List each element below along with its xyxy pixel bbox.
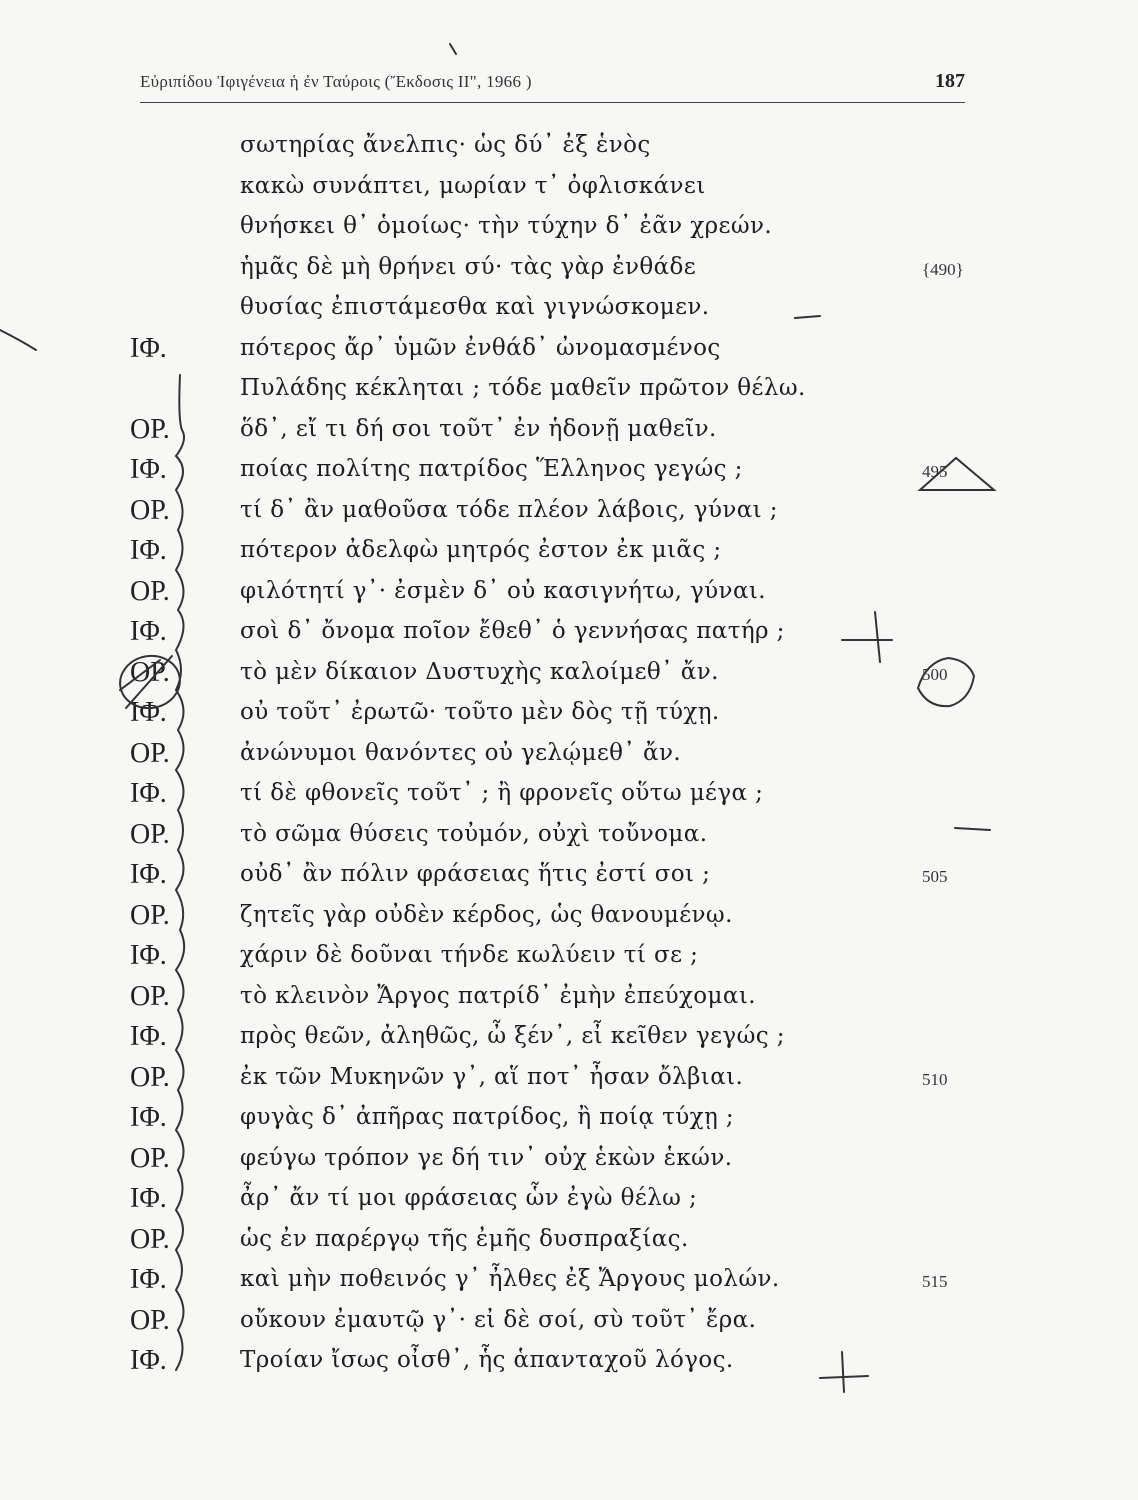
verse-line [0,130,1138,170]
verse-line [0,171,1138,211]
verse-line [0,1264,1138,1304]
verse-text: σοὶ δ᾽ ὄνομα ποῖον ἔθεθ᾽ ὁ γεννήσας πατήρ ; [240,618,785,644]
verse-text: οὐ τοῦτ᾽ ἐρωτῶ· τοῦτο μὲν δὸς τῇ τύχῃ. [240,699,720,725]
verse-line [0,1102,1138,1142]
line-number: 505 [922,867,948,886]
verse-line [0,1062,1138,1102]
verse-text: πρὸς θεῶν, ἀληθῶς, ὦ ξέν᾽, εἶ κεῖθεν γεγώς ; [240,1023,785,1049]
verse-text: οὐδ᾽ ἂν πόλιν φράσειας ἥτις ἐστί σοι ; [240,861,711,887]
line-number: 510 [922,1069,948,1089]
page-number: 187 [935,70,965,92]
line-number: 500 [922,664,948,684]
verse-text: ζητεῖς γὰρ οὐδὲν κέρδος, ὡς θανουμένῳ. [240,901,733,928]
verse-text: τὸ μὲν δίκαιον Δυστυχὴς καλοίμεθ᾽ ἄν. [240,658,719,685]
verse-text: φεύγω τρόπον γε δή τιν᾽ οὐχ ἑκὼν ἑκών. [240,1144,733,1171]
speaker-label: ΟΡ. [130,1304,170,1336]
verse-text: ἀνώνυμοι θανόντες οὐ γελῴμεθ᾽ ἄν. [240,739,682,766]
verse-line [0,1143,1138,1183]
running-header [140,70,965,103]
verse-line [0,495,1138,535]
verse-text: τὸ σῶμα θύσεις τοὐμόν, οὐχὶ τοὔνομα. [240,820,708,847]
verse-line [0,981,1138,1021]
verse-text: σωτηρίας ἄνελπις· ὡς δύ᾽ ἐξ ἑνὸς [240,132,651,158]
speaker-label: ΙΦ. [130,940,167,971]
verse-line [0,373,1138,413]
speaker-label: ΟΡ. [130,575,170,607]
verse-text: θνήσκει θ᾽ ὁμοίως· τὴν τύχην δ᾽ ἐᾶν χρεών. [240,213,773,239]
speaker-label: ΙΦ. [130,1345,167,1376]
verse-line [0,859,1138,899]
verse-line [0,333,1138,373]
verse-text: τί δ᾽ ἂν μαθοῦσα τόδε πλέον λάβοις, γύναι ; [240,496,778,523]
speaker-label: ΟΡ. [130,737,170,769]
speaker-label: ΟΡ. [130,1061,170,1093]
verse-text: πότερος ἄρ᾽ ὑμῶν ἐνθάδ᾽ ὠνομασμένος [240,334,721,361]
verse-text: φυγὰς δ᾽ ἀπῆρας πατρίδος, ἢ ποίᾳ τύχῃ ; [240,1104,734,1130]
verse-line [0,535,1138,575]
verse-line [0,738,1138,778]
speaker-label: ΙΦ. [130,1183,167,1214]
verse-line [0,900,1138,940]
verse-text: κακὼ συνάπτει, μωρίαν τ᾽ ὀφλισκάνει [240,172,706,199]
speaker-label: ΙΦ. [130,697,167,728]
verse-line [0,211,1138,251]
verse-line [0,940,1138,980]
line-number: 515 [922,1272,948,1291]
speaker-label: ΟΡ. [130,1223,170,1255]
verse-text: Τροίαν ἴσως οἶσθ᾽, ἧς ἁπανταχοῦ λόγος. [240,1347,734,1373]
verse-line [0,697,1138,737]
speaker-label: ΙΦ. [130,616,167,647]
verse-line [0,1305,1138,1345]
speaker-label: ΙΦ. [130,535,167,566]
header-title: Εὐριπίδου Ἰφιγένεια ἡ ἐν Ταύροις (Ἔκδοσις ΙΙ", 1966 ) [140,72,532,91]
speaker-label: ΟΡ. [130,656,170,688]
verse-line [0,1345,1138,1385]
speaker-label: ΙΦ. [130,1102,167,1133]
speaker-label: ΟΡ. [130,494,170,526]
verse-line [0,819,1138,859]
verse-line [0,1021,1138,1061]
speaker-label: ΙΦ. [130,454,167,485]
verse-line [0,414,1138,454]
verse-text: τὸ κλεινὸν Ἄργος πατρίδ᾽ ἐμὴν ἐπεύχομαι. [240,982,756,1009]
speaker-label: ΟΡ. [130,818,170,850]
verse-line [0,454,1138,494]
verse-text: ἡμᾶς δὲ μὴ θρήνει σύ· τὰς γὰρ ἐνθάδε [240,253,697,280]
speaker-label: ΟΡ. [130,899,170,931]
line-number: 495 [922,462,948,481]
verse-text: καὶ μὴν ποθεινός γ᾽ ἦλθες ἐξ Ἄργους μολών. [240,1266,780,1292]
verse-text: ποίας πολίτης πατρίδος Ἕλληνος γεγώς ; [240,456,743,482]
verse-line [0,616,1138,656]
speaker-label: ΙΦ. [130,778,167,809]
verse-text: ἆρ᾽ ἄν τί μοι φράσειας ὧν ἐγὼ θέλω ; [240,1185,698,1211]
verse-line [0,292,1138,332]
verse-text: χάριν δὲ δοῦναι τήνδε κωλύειν τί σε ; [240,942,699,968]
speaker-label: ΙΦ. [130,1264,167,1295]
verse-text: ἐκ τῶν Μυκηνῶν γ᾽, αἵ ποτ᾽ ἦσαν ὄλβιαι. [240,1063,744,1090]
verse-line [0,657,1138,697]
verse-text: φιλότητί γ᾽· ἐσμὲν δ᾽ οὐ κασιγνήτω, γύναι. [240,577,767,604]
speaker-label: ΟΡ. [130,980,170,1012]
speaker-label: ΙΦ. [130,859,167,890]
verse-text: πότερον ἀδελφὼ μητρός ἐστον ἐκ μιᾶς ; [240,537,722,563]
speaker-label: ΟΡ. [130,1142,170,1174]
verse-text: ὅδ᾽, εἴ τι δή σοι τοῦτ᾽ ἐν ἡδονῇ μαθεῖν. [240,415,717,442]
speaker-label: ΙΦ. [130,1021,167,1052]
verse-text: Πυλάδης κέκληται ; τόδε μαθεῖν πρῶτον θέλω. [240,375,806,401]
verse-text: ὡς ἐν παρέργῳ τῆς ἐμῆς δυσπραξίας. [240,1225,689,1252]
verse-line [0,252,1138,292]
speaker-label: ΙΦ. [130,332,167,364]
verse-text: οὔκουν ἐμαυτῷ γ᾽· εἰ δὲ σοί, σὺ τοῦτ᾽ ἔρα. [240,1306,757,1333]
line-number: {490} [922,259,964,279]
verse-text: τί δὲ φθονεῖς τοῦτ᾽ ; ἢ φρονεῖς οὕτω μέγα ; [240,780,764,806]
verse-line [0,576,1138,616]
verse-line [0,1183,1138,1223]
speaker-label: ΟΡ. [130,413,170,445]
verse-line [0,1224,1138,1264]
verse-text: θυσίας ἐπιστάμεσθα καὶ γιγνώσκομεν. [240,294,710,320]
verse-line [0,778,1138,818]
